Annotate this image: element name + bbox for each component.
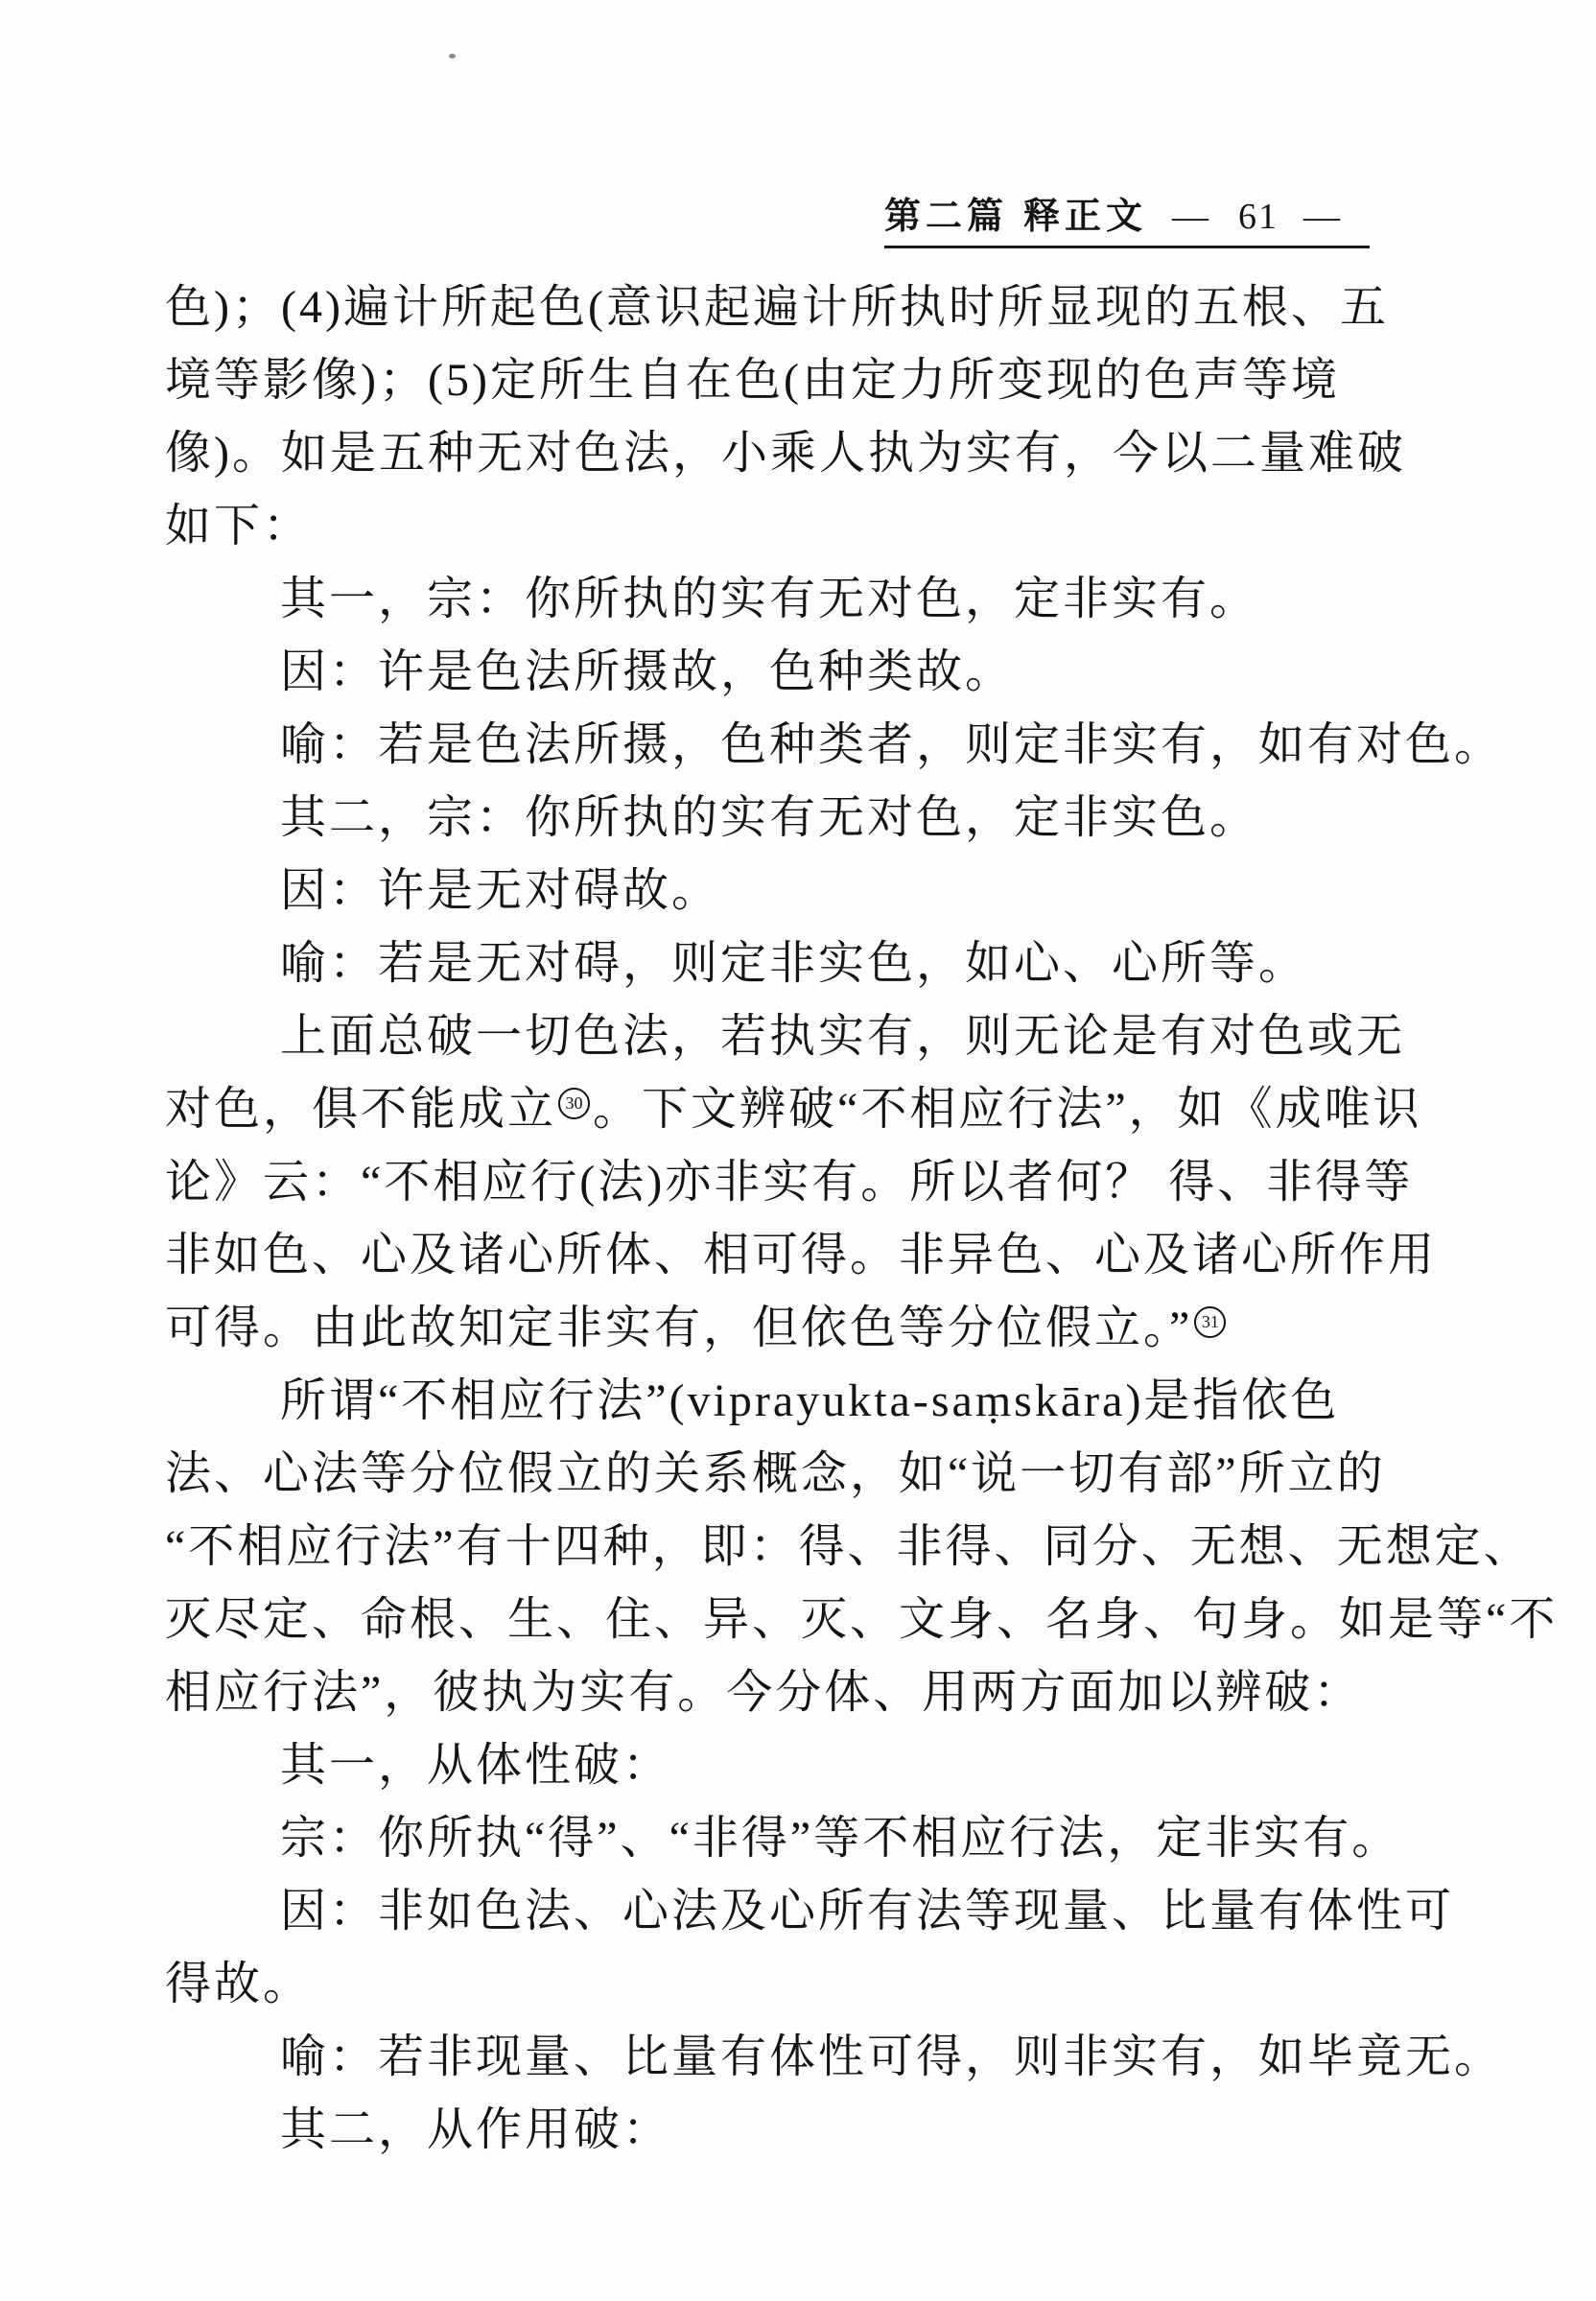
- line-text: 论》云：“不相应行(法)亦非实有。所以者何？ 得、非得等: [165, 1157, 1414, 1208]
- line-text: 宗：你所执“得”、“非得”等不相应行法，定非实有。: [280, 1813, 1401, 1864]
- footnote-ref: 30: [558, 1088, 590, 1119]
- text-line: [165, 1948, 1454, 2021]
- line-text: 因：许是无对碍故。: [280, 865, 721, 916]
- line-text: 可得。由此故知定非实有，但依色等分位假立。”: [165, 1303, 1193, 1353]
- text-line: [165, 782, 1454, 855]
- header-title: 释正文: [1022, 197, 1147, 237]
- line-text: 其一，从体性破：: [280, 1740, 672, 1791]
- text-line: [165, 1073, 1454, 1146]
- line-text: 非如色、心及诸心所体、相可得。非异色、心及诸心所作用: [165, 1230, 1438, 1280]
- text-line: [165, 709, 1504, 782]
- line-text: 其二，从作用破：: [280, 2104, 672, 2155]
- line-text: 喻：若非现量、比量有体性可得，则非实有，如毕竟无。: [280, 2031, 1504, 2082]
- header-dash-right: —: [1303, 197, 1345, 237]
- text-line: [165, 855, 1454, 927]
- line-text: 因：许是色法所摄故，色种类故。: [280, 646, 1015, 697]
- line-text: 像)。如是五种无对色法，小乘人执为实有，今以二量难破: [165, 428, 1406, 479]
- line-text: 灭尽定、命根、生、住、异、灭、文身、名身、句身。如是等“不: [165, 1594, 1559, 1645]
- text-line: [165, 1802, 1454, 1875]
- line-text: 喻：若是无对碍，则定非实色，如心、心所等。: [280, 938, 1308, 989]
- text-line: [165, 490, 1454, 563]
- text-line: [165, 636, 1454, 709]
- text-line: [165, 1292, 1454, 1365]
- text-line: [165, 1000, 1454, 1073]
- text-line: [165, 1146, 1454, 1219]
- text-line: [165, 1584, 1559, 1656]
- header-dash-left: —: [1172, 197, 1213, 237]
- header-section: 第二篇: [883, 197, 1008, 237]
- text-line: [165, 563, 1454, 636]
- line-text: 所谓“不相应行法”(viprayukta-saṃskāra)是指依色: [280, 1375, 1340, 1426]
- line-text: 其一，宗：你所执的实有无对色，定非实有。: [280, 574, 1259, 624]
- page-header: [884, 186, 1370, 248]
- line-text: 上面总破一切色法，若执实有，则无论是有对色或无: [280, 1011, 1406, 1062]
- text-line: [165, 271, 1454, 344]
- line-text: 境等影像)；(5)定所生自在色(由定力所变现的色声等境: [165, 355, 1340, 406]
- text-line: [165, 1511, 1533, 1584]
- text-line: [165, 2021, 1504, 2094]
- line-text: 法、心法等分位假立的关系概念，如“说一切有部”所立的: [165, 1448, 1386, 1499]
- text-line: [165, 1875, 1454, 1948]
- text-line: [165, 1729, 1454, 1802]
- text-line: [165, 344, 1454, 417]
- line-text: 对色，俱不能成立: [165, 1084, 557, 1135]
- text-line: [165, 1365, 1454, 1438]
- line-text: 其二，宗：你所执的实有无对色，定非实色。: [280, 792, 1259, 843]
- scan-speck: [449, 54, 456, 59]
- text-line: [165, 417, 1454, 490]
- body-text: [165, 271, 1559, 2167]
- text-line: [165, 927, 1454, 1000]
- line-text: “不相应行法”有十四种，即：得、非得、同分、无想、无想定、: [165, 1521, 1533, 1572]
- header-page-number: 61: [1238, 197, 1279, 237]
- text-line: [165, 2094, 1454, 2167]
- line-text: 色)；(4)遍计所起色(意识起遍计所执时所显现的五根、五: [165, 282, 1389, 333]
- line-text: 喻：若是色法所摄，色种类者，则定非实有，如有对色。: [280, 719, 1504, 770]
- text-line: [165, 1219, 1454, 1292]
- line-text: 。下文辨破“不相应行法”，如《成唯识: [593, 1084, 1422, 1135]
- line-text: 因：非如色法、心法及心所有法等现量、比量有体性可: [280, 1886, 1455, 1937]
- line-text: 得故。: [165, 1959, 313, 2009]
- footnote-ref: 31: [1194, 1306, 1226, 1338]
- line-text: 相应行法”，彼执为实有。今分体、用两方面加以辨破：: [165, 1667, 1363, 1718]
- line-text: 如下：: [165, 501, 313, 552]
- text-line: [165, 1656, 1454, 1729]
- text-line: [165, 1438, 1454, 1511]
